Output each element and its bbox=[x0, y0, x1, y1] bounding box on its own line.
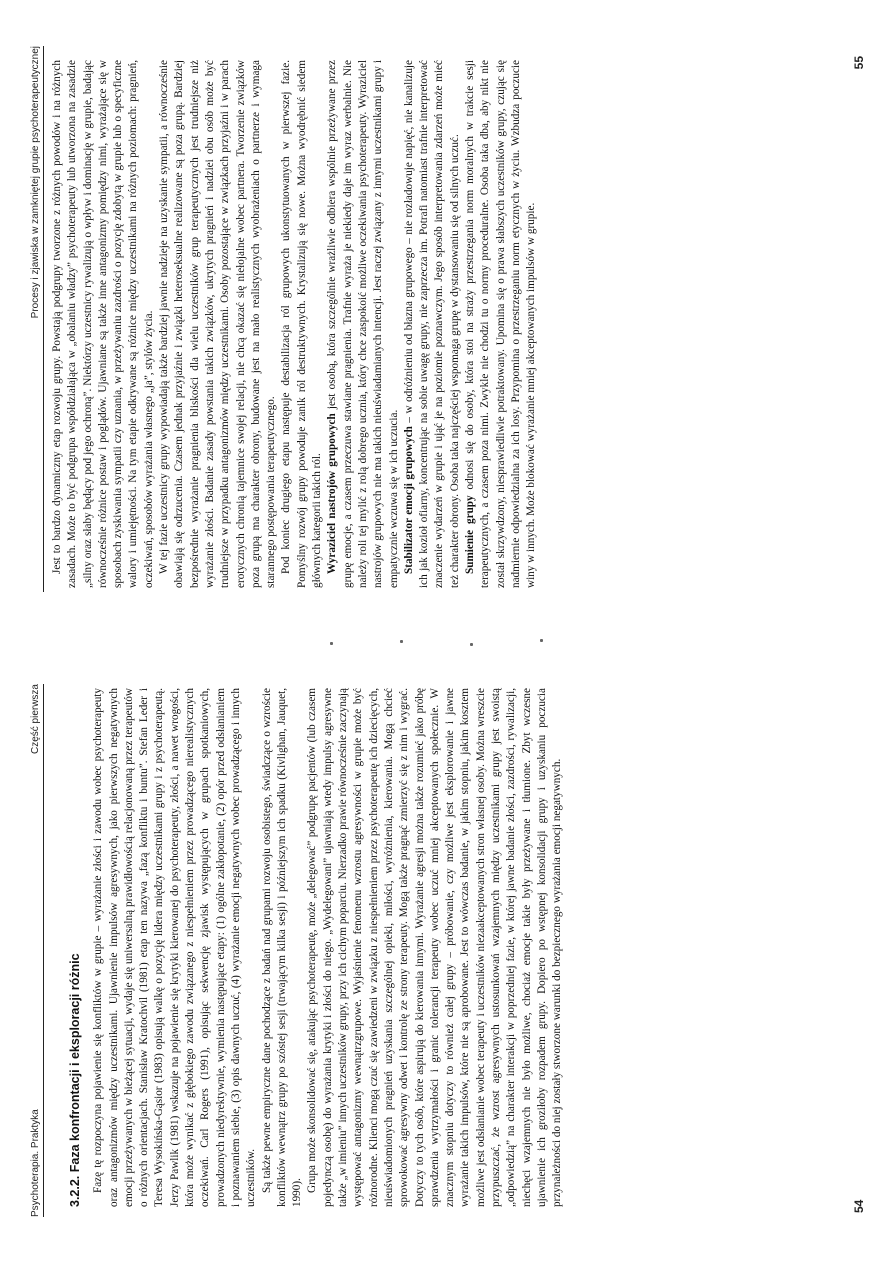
part-label: Część pierwsza bbox=[30, 684, 41, 755]
chapter-title: Procesy i zjawiska w zamkniętej grupie psychoterapeutycznej bbox=[30, 46, 41, 319]
role-term: Wyraziciel nastrojów grupowych bbox=[326, 413, 339, 574]
page-number: 55 bbox=[852, 56, 866, 70]
paragraph: Grupa może skonsolidować się, atakując psychoterapeutę, może „delegować” podgrupę pacjentów (lub czasem pojedynczą osobę) do wyrażania krytyki i złości do niego. „Wydelegowani” ujawniają wtedy impulsy agresywne także „w imieniu” innych uczestników grupy, przy ich cichym poparciu. Nierzadko prawie równocześnie zaczynają występować antagonizmy wewnątrzgrupowe. Wyjaśnienie fenomenu wzrostu agresywności w grupie może być różnorodne. Klienci mogą czuć się zawiedzeni w związku z niespełnieniem przez psychoterapeutę ich dziecięcych, nieuświadomionych pragnień uzyskania szczególnej opieki, miłości, wyróżnienia, kierowania. Mogą chcieć sprowokować agresywny odwet i kontrolę ze strony terapeuty. Mogą także pragnąć zmierzyć się z nim i wygrać. Dotyczy to tych osób, które aspirują do kierowania innymi. Wyrażanie agresji można także rozumieć jako próbę sprawdzenia wytrzymałości i granic tolerancji terapeuty wobec uczuć mniej akceptowanych społecznie. W znacznym stopniu dotyczy to również całej grupy – próbowanie, czy możliwe jest eksplorowanie i jawne wyrażanie takich impulsów, które nie są aprobowane. Jest to wówczas badanie, w jakim stopniu, jakim kosztem możliwe jest odsłanianie wobec terapeuty i uczestników niezaakceptowanych stron własnej osoby. Można wreszcie przypuszczać, że wzrost agresywnych ustosunkowań wzajemnych między uczestnikami grupy jest swoistą „odpowiedzią” na charakter interakcji w poprzedniej fazie, w której jawne badanie złości, zazdrości, rywalizacji, niechęci wzajemnych nie było możliwe, chociaż emocje takie były przeżywane i tłumione. Zbyt wczesne ujawnienie ich groziłoby rozpadem grupy. Dopiero po wstępnej konsolidacji grupy i uzyskaniu poczucia przynależności do niej zostały stworzone warunki do bezpiecznego wyrażania emocji negatywnych. bbox=[306, 688, 564, 1207]
role-term: Sumienie grupy bbox=[464, 495, 477, 574]
scan-speck bbox=[470, 643, 473, 646]
running-head-left-page bbox=[30, 684, 44, 1217]
paragraph-text: – w odróżnieniu od błazna grupowego – nie rozładowuje napięć, nie kanalizuje ich jak kozioł ofiarny, koncentrując na sobie uwagę grupy, nie zaprzecza im. Potrafi natomiast trafnie interpretować znaczenie wydarzeń w grupie i ująć je na poziomie poznawczym. Jego sposób interpretowania zdarzeń może mieć też charakter obrony. Osoba taka najczęściej wspomaga grupę w dystansowaniu się od silnych uczuć. bbox=[402, 60, 461, 588]
paragraph bbox=[463, 60, 539, 588]
paragraph bbox=[402, 60, 463, 588]
scan-speck bbox=[400, 640, 403, 643]
page-number: 54 bbox=[852, 1199, 866, 1213]
paragraph-text: Jest to bardzo dynamiczny etap rozwoju grupy. Powstają podgrupy tworzone z różnych powodów i na różnych zasadach. Może to być podgrupa współdziałająca w „obalaniu władzy” psychoterapeuty lub utworzona na zasadzie „silny oraz słaby będący pod jego ochroną”. Niektórzy uczestnicy rywalizują o wpływ i dominację w grupie, badając równocześnie różnice postaw i poglądów. Ujawniane są także inne antagonizmy pomiędzy nimi, wyrażające się w sposobach zyskiwania sympatii czy uznania, w przeżywaniu zazdrości o pozycję zdobytą w grupie lub o specyficzne walory i umiejętności. Na tym etapie odkrywane są różnice między uczestnikami na różnych poziomach: pragnień, oczekiwań, sposobów wyrażania własnego „ja”, stylów życia. bbox=[51, 60, 155, 588]
paragraph-text: jest osobą, która szczególnie wrażliwie odbiera wspólnie przeżywane przez grupę emocje, a czasem przeczuwa stawiane pragnienia. Trafnie wyraża je niekiedy daje im wyraz werbalnie. Nie należy roli tej mylić z rolą dobrego ucznia, który chce zaspokoić możliwe oczekiwania psychoterapeuty. Wyraziciel nastrojów grupowych nie ma takich nieuświadamianych intencji. Jest raczej związany z innymi uczestnikami grupy i empatycznie wczuwa się w ich uczucia. bbox=[326, 60, 400, 588]
role-term: Stabilizator emocji grupowych bbox=[402, 426, 415, 574]
paragraph bbox=[325, 60, 401, 588]
scan-speck bbox=[330, 642, 333, 645]
scan-speck bbox=[540, 639, 543, 642]
paragraph bbox=[157, 60, 279, 588]
book-title: Psychoterapia. Praktyka bbox=[30, 1109, 41, 1217]
paragraph-text: Pod koniec drugiego etapu następuje destabilizacja ról grupowych ukonstytuowanych w pierwszej fazie. Pomyślny rozwój grupy powoduje zanik ról destruktywnych. Krystalizują się nowe. Można wyodrębnić siedem głównych kategorii takich ról. bbox=[280, 60, 324, 588]
paragraph bbox=[50, 60, 157, 588]
running-head-right-page bbox=[30, 46, 44, 592]
left-page bbox=[0, 638, 893, 1263]
right-page-body bbox=[50, 60, 540, 588]
paragraph: Są także pewne empiryczne dane pochodzące z badań nad grupami rozwoju osobistego, świadczące o wzroście konfliktów wewnątrz grupy po szóstej sesji (trwającym kilka sesji) i późniejszym ich spadku (Kivlighan, Jauquet, 1990). bbox=[260, 688, 304, 1207]
paragraph-text: odnosi się do osoby, która stoi na straży przestrzegania norm moralnych w trakcie sesji terapeutycznych, a czasem poza nimi. Zwykle nie chodzi tu o normy proceduralne. Osoba taka dba, aby nikt nie został skrzywdzony, niesprawiedliwie potraktowany. Upomina się o prawa słabszych uczestników grupy, czując się nadmiernie odpowiedzialna za ich losy. Przypomina o przestrzeganiu norm etycznych w życiu. Wzbudza poczucie winy w innych. Może blokować wyrażanie mniej akceptowanych impulsów w grupie. bbox=[464, 60, 538, 588]
paragraph: Fazę tę rozpoczyna pojawienie się konfliktów w grupie – wyrażanie złości i zawodu wobec psychoterapeuty oraz antagonizmów między uczestnikami. Ujawnienie impulsów agresywnych, jako pierwszych negatywnych emocji przeżywanych w bieżącej sytuacji, wydaje się uniwersalną prawidłowością relacjonowaną przez terapeutów o różnych orientacjach. Stanisław Kratochvil (1981) etap ten nazywa „fazą konfliktu i buntu”. Stefan Leder i Teresa Wysokińska-Gąsior (1983) opisują walkę o pozycję lidera między uczestnikami grupy i z psychoterapeutą. Jerzy Pawlik (1981) wskazuje na pojawienie się krytyki kierowanej do psychoterapeuty, złości, a nawet wrogości, która może wynikać z głębokiego zawodu związanego z niespełnieniem przez prowadzącego nierealistycznych oczekiwań. Carl Rogers (1991), opisując sekwencję zjawisk występujących w grupach spotkaniowych, prowadzonych niedyrektywnie, wymienia następujące etapy: (1) ogólne zakłopotanie, (2) opór przed odsłanianiem i poznawaniem siebie, (3) opis dawnych uczuć, (4) wyrażanie emocji negatywnych wobec prowadzącego i innych uczestników. bbox=[92, 688, 258, 1207]
left-page-body bbox=[58, 688, 566, 1207]
section-heading: 3.2.2. Faza konfrontacji i eksploracji różnic bbox=[68, 953, 82, 1207]
paragraph-text: W tej fazie uczestnicy grupy wypowiadają także bardziej jawnie nadzieje na uzyskanie sympatii, a równocześnie obawiają się odrzucenia. Czasem jednak przyjaźnie i związki heteroseksualne realizowane są poza grupą. Bardziej bezpośrednie wyrażanie pragnienia bliskości dla wielu uczestników grup terapeutycznych jest trudniejsze niż wyrażanie złości. Badanie zasady powstania takich związków, ukrytych pragnień i nadziei obu osób może być trudniejsze w przypadku antagonizmów między uczestnikami. Osoby pozostające w związkach przyjaźni i w parach erotycznych chronią tajemnice swojej relacji, nie chcą okazać się niełojalne wobec partnera. Tworzenie związków poza grupą ma charakter obrony, budowane jest na mało realistycznych wyobrażeniach o partnerze i wymaga starannego postępowania terapeutycznego. bbox=[158, 60, 278, 588]
paragraph bbox=[279, 60, 325, 588]
